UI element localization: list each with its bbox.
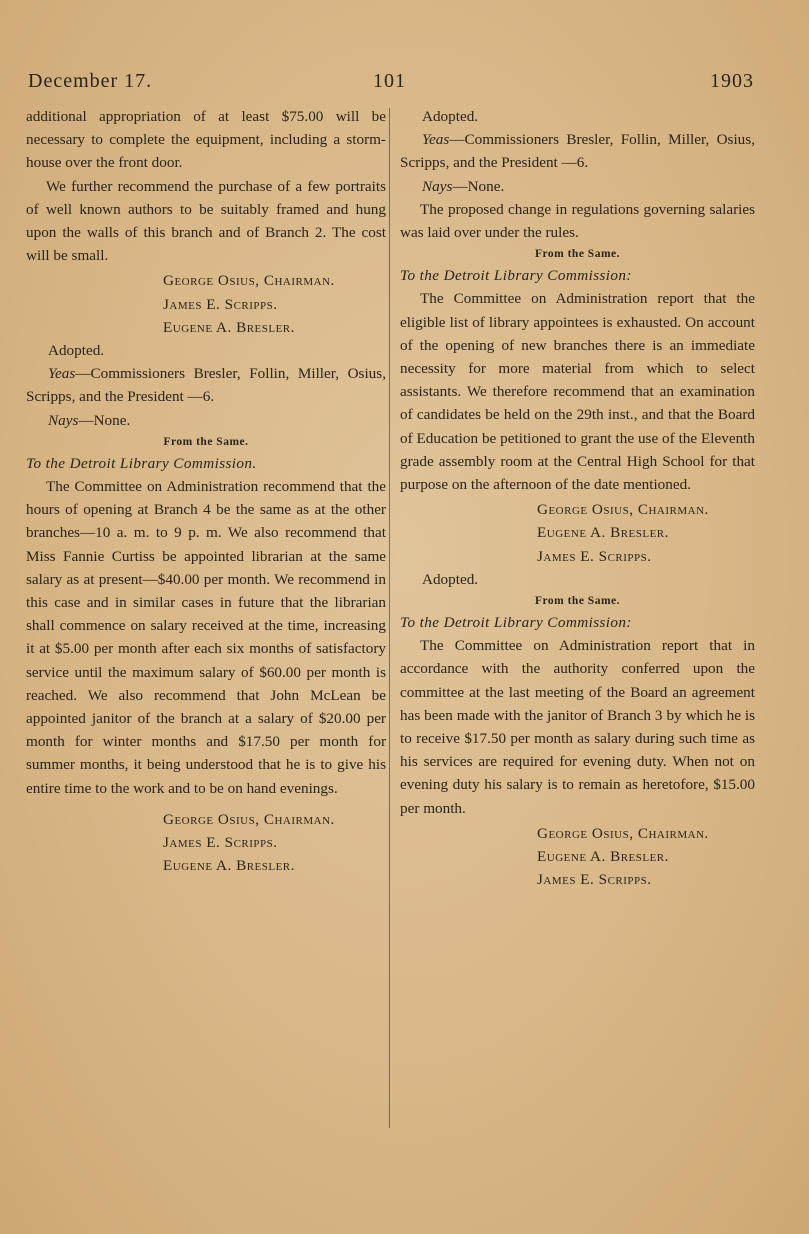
nays-line (400, 175, 755, 198)
right-column (400, 105, 755, 892)
addressee-line: To the Detroit Library Commission. (26, 454, 257, 472)
signature-line: James E. Scripps. (537, 547, 652, 565)
nays-text: —None. (452, 177, 505, 195)
nays-line (26, 409, 386, 432)
page-number: 101 (373, 70, 406, 92)
signature-line: James E. Scripps. (163, 295, 278, 313)
paragraph: The Committee on Administration recommend that the hours of opening at Branch 4 be the same as at the other branches—10 a. m. to 9 p. m. We also recommend that Miss Fannie Curtiss be appointed librarian at the same salary as at present—$40.00 per month. We recommend in this case and in similar cases in future that the librarian shall commence on salary received at the time, increasing it at $5.00 per month after each six months of satisfactory service until the maximum salary of $60.00 per month is reached. We also recommend that John McLean be appointed janitor of the branch at a salary of $20.00 per month for winter months and $17.50 per month for summer months, it being understood that he is to give his entire time to the work and to be on hand evenings. (26, 478, 386, 797)
addressee-line: To the Detroit Library Commission: (400, 614, 632, 632)
signature-line: Eugene A. Bresler. (537, 848, 669, 866)
signature-line: George Osius, Chairman. (537, 501, 709, 519)
signature-block (26, 808, 386, 878)
section-heading: From the Same. (163, 435, 249, 448)
signature-line: Eugene A. Bresler. (537, 524, 669, 542)
adopted-line: Adopted. (422, 570, 479, 588)
adopted-line: Adopted. (422, 108, 479, 125)
yeas-label: Yeas (422, 131, 450, 149)
page-header (28, 70, 754, 96)
signature-line: Eugene A. Bresler. (163, 857, 295, 875)
left-column (26, 105, 386, 878)
yeas-line (26, 362, 386, 408)
signature-block (400, 822, 755, 892)
signature-line: Eugene A. Bresler. (163, 318, 295, 336)
yeas-text: —Commissioners Bresler, Follin, Miller, Osius, Scripps, and the President —6. (400, 131, 755, 172)
column-divider (389, 108, 390, 1128)
signature-line: James E. Scripps. (537, 871, 652, 889)
yeas-line (400, 128, 755, 174)
paragraph: The proposed change in regulations governing salaries was laid over under the rules. (400, 200, 755, 242)
paragraph: We further recommend the purchase of a few portraits of well known authors to be suitably framed and hung upon the walls of this branch and of Branch 2. The cost will be small. (26, 177, 386, 265)
section-heading: From the Same. (534, 248, 621, 261)
nays-label: Nays (422, 177, 453, 195)
paragraph: additional appropriation of at least $75.00 will be necessary to complete the equipment, including a storm-house over the front door. (26, 108, 386, 172)
signature-line: James E. Scripps. (163, 834, 278, 852)
paragraph: The Committee on Administration report that the eligible list of library appointees is exhausted. On account of the opening of new branches there is an immediate necessity for more material from which to select assistants. We therefore recommend that an examination of candidates be held on the 29th inst., and that the Board of Education be petitioned to grant the use of the Eleventh grade assembly room at the Central High School for that purpose on the afternoon of the date mentioned. (400, 290, 755, 494)
adopted-line: Adopted. (48, 342, 105, 360)
signature-block (26, 269, 386, 339)
nays-text: —None. (78, 411, 131, 429)
signature-line: George Osius, Chairman. (163, 810, 335, 828)
paragraph: The Committee on Administration report that in accordance with the authority conferred upon the committee at the last meeting of the Board an agreement has been made with the janitor of Branch 3 by which he is to receive $17.50 per month as salary during such time as his services are required for evening duty. When not on evening duty his salary is to remain as heretofore, $15.00 per month. (400, 637, 755, 817)
yeas-text: —Commissioners Bresler, Follin, Miller, Osius, Scripps, and the President —6. (26, 365, 386, 406)
section-heading: From the Same. (534, 595, 621, 608)
signature-line: George Osius, Chairman. (163, 272, 335, 290)
nays-label: Nays (48, 411, 79, 429)
signature-block (400, 498, 755, 568)
signature-line: George Osius, Chairman. (537, 824, 709, 842)
addressee-line: To the Detroit Library Commission: (400, 267, 632, 285)
header-year: 1903 (710, 70, 754, 92)
header-date: December 17. (28, 70, 153, 92)
yeas-label: Yeas (48, 365, 76, 383)
